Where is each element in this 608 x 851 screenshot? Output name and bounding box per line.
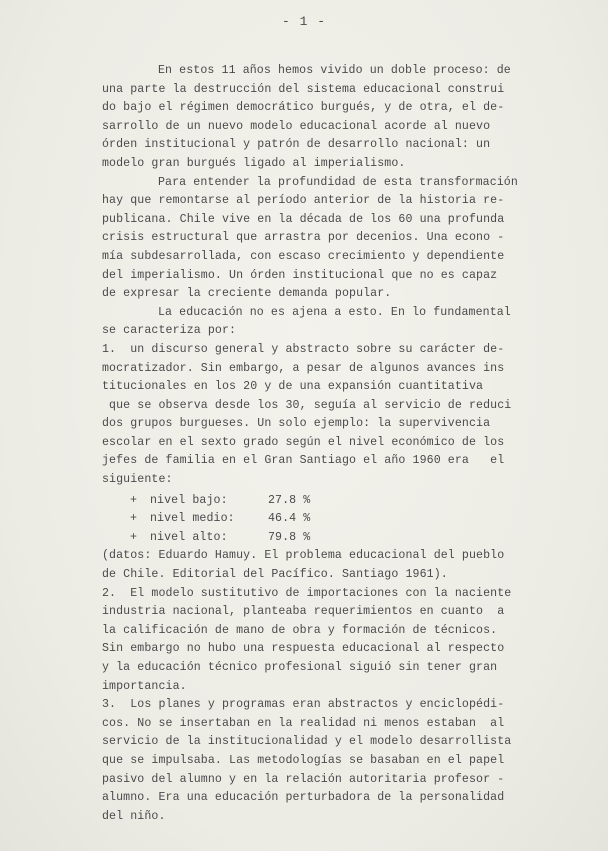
text-line: 1. un discurso general y abstracto sobre su carácter de- <box>102 342 505 356</box>
text-line: dos grupos burgueses. Un solo ejemplo: la supervivencia <box>102 417 491 431</box>
bullet: + <box>130 512 138 526</box>
paragraph-context <box>102 174 542 304</box>
text-line: hay que remontarse al período anterior de la historia re- <box>102 194 505 208</box>
text-line: (datos: Eduardo Hamuy. El problema educacional del pueblo <box>102 549 505 563</box>
paragraph-education <box>102 304 542 341</box>
text-line: mocratizador. Sin embargo, a pesar de algunos avances ins <box>102 361 505 375</box>
text-line: Para entender la profundidad de esta transformación <box>158 175 518 189</box>
text-line: de expresar la creciente demanda popular. <box>102 287 392 301</box>
rate-value: 27.8 % <box>268 493 311 507</box>
rate-value: 79.8 % <box>268 530 311 544</box>
text-line: importancia. <box>102 679 187 693</box>
text-line: En estos 11 años hemos vivido un doble proceso: de <box>158 64 511 77</box>
text-line: del niño. <box>102 809 166 823</box>
text-line: que se observa desde los 30, seguía al servicio de reduci <box>102 398 512 412</box>
text-line: se caracteriza por: <box>102 324 237 338</box>
document-body <box>102 62 542 826</box>
bullet: + <box>130 493 138 507</box>
text-line: de Chile. Editorial del Pacífico. Santiago 1961). <box>102 568 448 582</box>
list-item-3 <box>102 696 542 826</box>
text-line: 3. Los planes y programas eran abstractos y enciclopédi- <box>102 698 505 712</box>
bullet: + <box>130 530 138 544</box>
rate-label: nivel medio: <box>150 512 235 526</box>
text-line: del imperialismo. Un órden institucional que no es capaz <box>102 268 498 282</box>
rate-row-high <box>102 529 542 548</box>
text-line: alumno. Era una educación perturbadora de la personalidad <box>102 791 505 805</box>
text-line: crisis estructural que arrastra por decenios. Una econo - <box>102 231 505 245</box>
text-line: do bajo el régimen democrático burgués, y de otra, el de- <box>102 101 505 115</box>
rate-label: nivel bajo: <box>150 493 228 507</box>
rate-value: 46.4 % <box>268 512 311 526</box>
text-line: cos. No se insertaban en la realidad ni menos estaban al <box>102 716 505 730</box>
text-line: titucionales en los 20 y de una expansión cuantitativa <box>102 380 484 394</box>
text-line: Sin embargo no hubo una respuesta educacional al respecto <box>102 642 505 656</box>
text-line: y la educación técnico profesional siguió sin tener gran <box>102 661 498 674</box>
list-item-1 <box>102 341 542 490</box>
text-line: publicana. Chile vive en la década de los 60 una profunda <box>102 212 505 226</box>
list-item-2 <box>102 585 542 697</box>
text-line: servicio de la institucionalidad y el modelo desarrollista <box>102 735 512 749</box>
rate-row-low <box>102 492 542 511</box>
text-line: 2. El modelo sustitutivo de importaciones con la naciente <box>102 586 512 600</box>
text-line: sarrollo de un nuevo modelo educacional acorde al nuevo <box>102 119 491 133</box>
text-line: órden institucional y patrón de desarrollo nacional: un <box>102 138 491 152</box>
paragraph-intro <box>102 62 542 174</box>
page-number: - 1 - <box>281 14 326 29</box>
text-line: que se impulsaba. Las metodologías se basaban en el papel <box>102 753 505 767</box>
source-note <box>102 547 542 584</box>
text-line: la calificación de mano de obra y formación de técnicos. <box>102 623 498 637</box>
text-line: siguiente: <box>102 473 173 487</box>
survival-rates-list <box>102 492 542 548</box>
text-line: industria nacional, planteaba requerimientos en cuanto a <box>102 605 505 619</box>
text-line: jefes de familia en el Gran Santiago el año 1960 era el <box>102 454 505 468</box>
text-line: pasivo del alumno y en la relación autoritaria profesor - <box>102 772 505 786</box>
text-line: La educación no es ajena a esto. En lo fundamental <box>158 305 511 319</box>
text-line: modelo gran burgués ligado al imperialismo. <box>102 156 406 170</box>
text-line: una parte la destrucción del sistema educacional construi <box>102 82 505 96</box>
rate-row-medium <box>102 510 542 529</box>
rate-label: nivel alto: <box>150 530 228 544</box>
text-line: escolar en el sexto grado según el nivel económico de los <box>102 435 505 449</box>
text-line: mía subdesarrollada, con escaso crecimiento y dependiente <box>102 249 505 263</box>
